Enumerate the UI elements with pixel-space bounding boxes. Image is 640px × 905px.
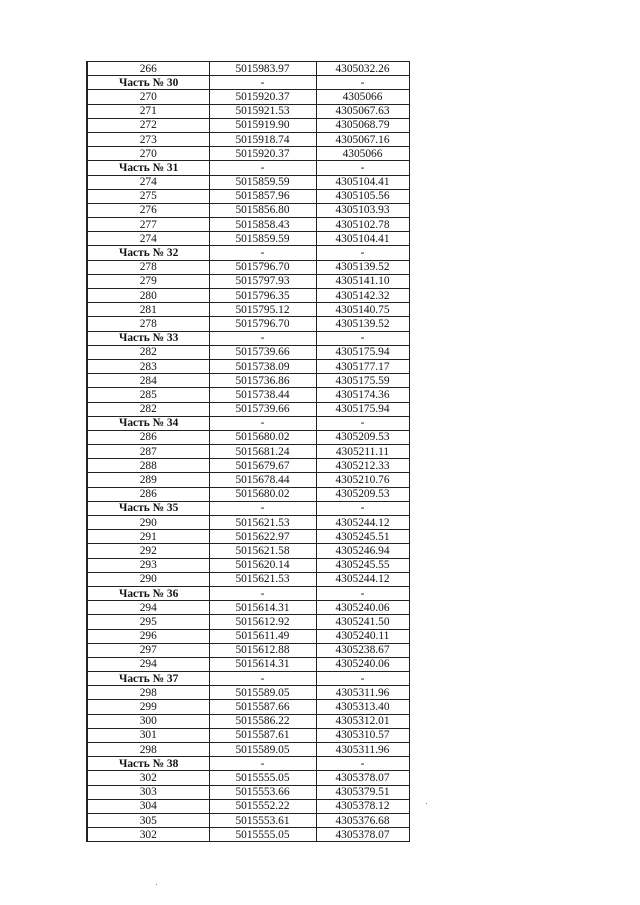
coordinate-row	[87, 90, 409, 104]
point-number-cell: 288	[87, 459, 209, 473]
point-number-cell: 291	[87, 530, 209, 544]
part-header-row	[87, 246, 409, 260]
x-coordinate-cell: 5015589.05	[209, 743, 316, 757]
coordinate-row	[87, 132, 409, 146]
point-number-cell: 282	[87, 402, 209, 416]
coordinate-row	[87, 700, 409, 714]
y-coordinate-cell: 4305244.12	[316, 572, 409, 586]
x-coordinate-cell: 5015612.92	[209, 615, 316, 629]
point-number-cell: 270	[87, 90, 209, 104]
point-number-cell: 285	[87, 388, 209, 402]
part-label-cell: Часть № 37	[87, 672, 209, 686]
point-number-cell: 294	[87, 657, 209, 671]
x-coordinate-cell: 5015739.66	[209, 402, 316, 416]
x-coordinate-cell: 5015555.05	[209, 771, 316, 785]
part-x-placeholder-cell: -	[209, 672, 316, 686]
x-coordinate-cell: 5015555.05	[209, 828, 316, 842]
y-coordinate-cell: 4305212.33	[316, 459, 409, 473]
x-coordinate-cell: 5015621.53	[209, 572, 316, 586]
point-number-cell: 296	[87, 629, 209, 643]
x-coordinate-cell: 5015553.66	[209, 785, 316, 799]
x-coordinate-cell: 5015797.93	[209, 274, 316, 288]
coordinate-row	[87, 813, 409, 827]
coordinate-row	[87, 487, 409, 501]
coordinate-row	[87, 359, 409, 373]
y-coordinate-cell: 4305175.94	[316, 402, 409, 416]
x-coordinate-cell: 5015859.59	[209, 175, 316, 189]
coordinate-row	[87, 728, 409, 742]
part-label-cell: Часть № 32	[87, 246, 209, 260]
point-number-cell: 271	[87, 104, 209, 118]
y-coordinate-cell: 4305105.56	[316, 189, 409, 203]
y-coordinate-cell: 4305312.01	[316, 714, 409, 728]
part-y-placeholder-cell: -	[316, 757, 409, 771]
coordinate-row	[87, 686, 409, 700]
y-coordinate-cell: 4305211.11	[316, 445, 409, 459]
point-number-cell: 298	[87, 743, 209, 757]
y-coordinate-cell: 4305378.07	[316, 828, 409, 842]
point-number-cell: 302	[87, 771, 209, 785]
part-label-cell: Часть № 35	[87, 501, 209, 515]
part-y-placeholder-cell: -	[316, 501, 409, 515]
y-coordinate-cell: 4305378.07	[316, 771, 409, 785]
x-coordinate-cell: 5015614.31	[209, 601, 316, 615]
x-coordinate-cell: 5015587.61	[209, 728, 316, 742]
y-coordinate-cell: 4305313.40	[316, 700, 409, 714]
point-number-cell: 295	[87, 615, 209, 629]
point-number-cell: 282	[87, 345, 209, 359]
point-number-cell: 298	[87, 686, 209, 700]
part-x-placeholder-cell: -	[209, 501, 316, 515]
part-label-cell: Часть № 34	[87, 416, 209, 430]
part-header-row	[87, 416, 409, 430]
x-coordinate-cell: 5015587.66	[209, 700, 316, 714]
part-x-placeholder-cell: -	[209, 161, 316, 175]
part-header-row	[87, 586, 409, 600]
y-coordinate-cell: 4305379.51	[316, 785, 409, 799]
y-coordinate-cell: 4305102.78	[316, 218, 409, 232]
part-x-placeholder-cell: -	[209, 331, 316, 345]
y-coordinate-cell: 4305310.57	[316, 728, 409, 742]
point-number-cell: 299	[87, 700, 209, 714]
y-coordinate-cell: 4305066	[316, 147, 409, 161]
point-number-cell: 279	[87, 274, 209, 288]
y-coordinate-cell: 4305174.36	[316, 388, 409, 402]
point-number-cell: 294	[87, 601, 209, 615]
coordinate-row	[87, 104, 409, 118]
point-number-cell: 283	[87, 359, 209, 373]
x-coordinate-cell: 5015679.67	[209, 459, 316, 473]
part-header-row	[87, 757, 409, 771]
point-number-cell: 278	[87, 260, 209, 274]
coordinate-row	[87, 430, 409, 444]
x-coordinate-cell: 5015858.43	[209, 218, 316, 232]
x-coordinate-cell: 5015856.80	[209, 203, 316, 217]
part-label-cell: Часть № 30	[87, 76, 209, 90]
y-coordinate-cell: 4305139.52	[316, 260, 409, 274]
point-number-cell: 297	[87, 643, 209, 657]
y-coordinate-cell: 4305175.94	[316, 345, 409, 359]
coordinate-row	[87, 203, 409, 217]
y-coordinate-cell: 4305104.41	[316, 175, 409, 189]
point-number-cell: 274	[87, 175, 209, 189]
part-x-placeholder-cell: -	[209, 586, 316, 600]
x-coordinate-cell: 5015620.14	[209, 558, 316, 572]
coordinate-row	[87, 274, 409, 288]
y-coordinate-cell: 4305067.16	[316, 132, 409, 146]
x-coordinate-cell: 5015553.61	[209, 813, 316, 827]
y-coordinate-cell: 4305066	[316, 90, 409, 104]
y-coordinate-cell: 4305104.41	[316, 232, 409, 246]
point-number-cell: 286	[87, 430, 209, 444]
x-coordinate-cell: 5015589.05	[209, 686, 316, 700]
scan-speck	[426, 803, 427, 804]
part-x-placeholder-cell: -	[209, 76, 316, 90]
y-coordinate-cell: 4305177.17	[316, 359, 409, 373]
coordinates-table-body	[87, 62, 409, 842]
part-label-cell: Часть № 33	[87, 331, 209, 345]
coordinates-table	[86, 61, 410, 842]
coordinate-row	[87, 175, 409, 189]
point-number-cell: 266	[87, 62, 209, 76]
y-coordinate-cell: 4305140.75	[316, 303, 409, 317]
coordinate-row	[87, 828, 409, 842]
x-coordinate-cell: 5015680.02	[209, 430, 316, 444]
coordinate-row	[87, 516, 409, 530]
y-coordinate-cell: 4305209.53	[316, 430, 409, 444]
point-number-cell: 302	[87, 828, 209, 842]
x-coordinate-cell: 5015738.09	[209, 359, 316, 373]
point-number-cell: 274	[87, 232, 209, 246]
y-coordinate-cell: 4305241.50	[316, 615, 409, 629]
point-number-cell: 293	[87, 558, 209, 572]
x-coordinate-cell: 5015680.02	[209, 487, 316, 501]
x-coordinate-cell: 5015920.37	[209, 90, 316, 104]
coordinate-row	[87, 572, 409, 586]
coordinate-row	[87, 657, 409, 671]
part-y-placeholder-cell: -	[316, 586, 409, 600]
y-coordinate-cell: 4305311.96	[316, 686, 409, 700]
coordinate-row	[87, 544, 409, 558]
coordinate-row	[87, 289, 409, 303]
part-header-row	[87, 672, 409, 686]
coordinate-row	[87, 317, 409, 331]
part-y-placeholder-cell: -	[316, 672, 409, 686]
point-number-cell: 270	[87, 147, 209, 161]
y-coordinate-cell: 4305210.76	[316, 473, 409, 487]
part-label-cell: Часть № 38	[87, 757, 209, 771]
x-coordinate-cell: 5015983.97	[209, 62, 316, 76]
x-coordinate-cell: 5015552.22	[209, 799, 316, 813]
coordinate-row	[87, 374, 409, 388]
coordinate-row	[87, 232, 409, 246]
coordinate-row	[87, 643, 409, 657]
x-coordinate-cell: 5015918.74	[209, 132, 316, 146]
y-coordinate-cell: 4305311.96	[316, 743, 409, 757]
point-number-cell: 301	[87, 728, 209, 742]
y-coordinate-cell: 4305240.11	[316, 629, 409, 643]
coordinate-row	[87, 558, 409, 572]
y-coordinate-cell: 4305068.79	[316, 118, 409, 132]
y-coordinate-cell: 4305139.52	[316, 317, 409, 331]
x-coordinate-cell: 5015921.53	[209, 104, 316, 118]
x-coordinate-cell: 5015622.97	[209, 530, 316, 544]
coordinate-row	[87, 743, 409, 757]
part-y-placeholder-cell: -	[316, 246, 409, 260]
y-coordinate-cell: 4305244.12	[316, 516, 409, 530]
point-number-cell: 292	[87, 544, 209, 558]
x-coordinate-cell: 5015736.86	[209, 374, 316, 388]
y-coordinate-cell: 4305209.53	[316, 487, 409, 501]
point-number-cell: 272	[87, 118, 209, 132]
point-number-cell: 287	[87, 445, 209, 459]
coordinate-row	[87, 459, 409, 473]
point-number-cell: 273	[87, 132, 209, 146]
part-header-row	[87, 501, 409, 515]
y-coordinate-cell: 4305378.12	[316, 799, 409, 813]
part-label-cell: Часть № 36	[87, 586, 209, 600]
point-number-cell: 290	[87, 516, 209, 530]
x-coordinate-cell: 5015796.70	[209, 317, 316, 331]
coordinate-row	[87, 303, 409, 317]
x-coordinate-cell: 5015859.59	[209, 232, 316, 246]
coordinate-row	[87, 189, 409, 203]
point-number-cell: 278	[87, 317, 209, 331]
coordinate-row	[87, 530, 409, 544]
coordinate-row	[87, 771, 409, 785]
x-coordinate-cell: 5015621.58	[209, 544, 316, 558]
y-coordinate-cell: 4305142.32	[316, 289, 409, 303]
y-coordinate-cell: 4305067.63	[316, 104, 409, 118]
x-coordinate-cell: 5015612.88	[209, 643, 316, 657]
coordinate-row	[87, 118, 409, 132]
x-coordinate-cell: 5015739.66	[209, 345, 316, 359]
x-coordinate-cell: 5015795.12	[209, 303, 316, 317]
x-coordinate-cell: 5015681.24	[209, 445, 316, 459]
coordinate-row	[87, 260, 409, 274]
x-coordinate-cell: 5015738.44	[209, 388, 316, 402]
y-coordinate-cell: 4305141.10	[316, 274, 409, 288]
point-number-cell: 284	[87, 374, 209, 388]
y-coordinate-cell: 4305032.26	[316, 62, 409, 76]
coordinate-row	[87, 473, 409, 487]
part-x-placeholder-cell: -	[209, 416, 316, 430]
coordinate-row	[87, 218, 409, 232]
point-number-cell: 304	[87, 799, 209, 813]
point-number-cell: 280	[87, 289, 209, 303]
x-coordinate-cell: 5015614.31	[209, 657, 316, 671]
y-coordinate-cell: 4305245.51	[316, 530, 409, 544]
x-coordinate-cell: 5015796.70	[209, 260, 316, 274]
point-number-cell: 277	[87, 218, 209, 232]
part-header-row	[87, 161, 409, 175]
x-coordinate-cell: 5015586.22	[209, 714, 316, 728]
part-y-placeholder-cell: -	[316, 416, 409, 430]
x-coordinate-cell: 5015796.35	[209, 289, 316, 303]
x-coordinate-cell: 5015857.96	[209, 189, 316, 203]
part-x-placeholder-cell: -	[209, 757, 316, 771]
y-coordinate-cell: 4305246.94	[316, 544, 409, 558]
coordinate-row	[87, 714, 409, 728]
y-coordinate-cell: 4305376.68	[316, 813, 409, 827]
part-y-placeholder-cell: -	[316, 76, 409, 90]
point-number-cell: 286	[87, 487, 209, 501]
x-coordinate-cell: 5015919.90	[209, 118, 316, 132]
point-number-cell: 289	[87, 473, 209, 487]
coordinate-row	[87, 785, 409, 799]
coordinate-row	[87, 445, 409, 459]
coordinate-row	[87, 615, 409, 629]
point-number-cell: 305	[87, 813, 209, 827]
y-coordinate-cell: 4305103.93	[316, 203, 409, 217]
coordinate-row	[87, 402, 409, 416]
x-coordinate-cell: 5015611.49	[209, 629, 316, 643]
coordinate-row	[87, 62, 409, 76]
point-number-cell: 303	[87, 785, 209, 799]
coordinate-row	[87, 147, 409, 161]
x-coordinate-cell: 5015678.44	[209, 473, 316, 487]
x-coordinate-cell: 5015621.53	[209, 516, 316, 530]
y-coordinate-cell: 4305175.59	[316, 374, 409, 388]
part-y-placeholder-cell: -	[316, 331, 409, 345]
coordinate-row	[87, 388, 409, 402]
point-number-cell: 290	[87, 572, 209, 586]
part-y-placeholder-cell: -	[316, 161, 409, 175]
y-coordinate-cell: 4305238.67	[316, 643, 409, 657]
part-header-row	[87, 76, 409, 90]
scan-speck	[156, 884, 157, 885]
point-number-cell: 275	[87, 189, 209, 203]
y-coordinate-cell: 4305240.06	[316, 657, 409, 671]
coordinate-row	[87, 799, 409, 813]
point-number-cell: 300	[87, 714, 209, 728]
y-coordinate-cell: 4305240.06	[316, 601, 409, 615]
point-number-cell: 276	[87, 203, 209, 217]
part-label-cell: Часть № 31	[87, 161, 209, 175]
part-header-row	[87, 331, 409, 345]
coordinate-row	[87, 601, 409, 615]
part-x-placeholder-cell: -	[209, 246, 316, 260]
point-number-cell: 281	[87, 303, 209, 317]
coordinate-row	[87, 345, 409, 359]
coordinate-row	[87, 629, 409, 643]
y-coordinate-cell: 4305245.55	[316, 558, 409, 572]
x-coordinate-cell: 5015920.37	[209, 147, 316, 161]
